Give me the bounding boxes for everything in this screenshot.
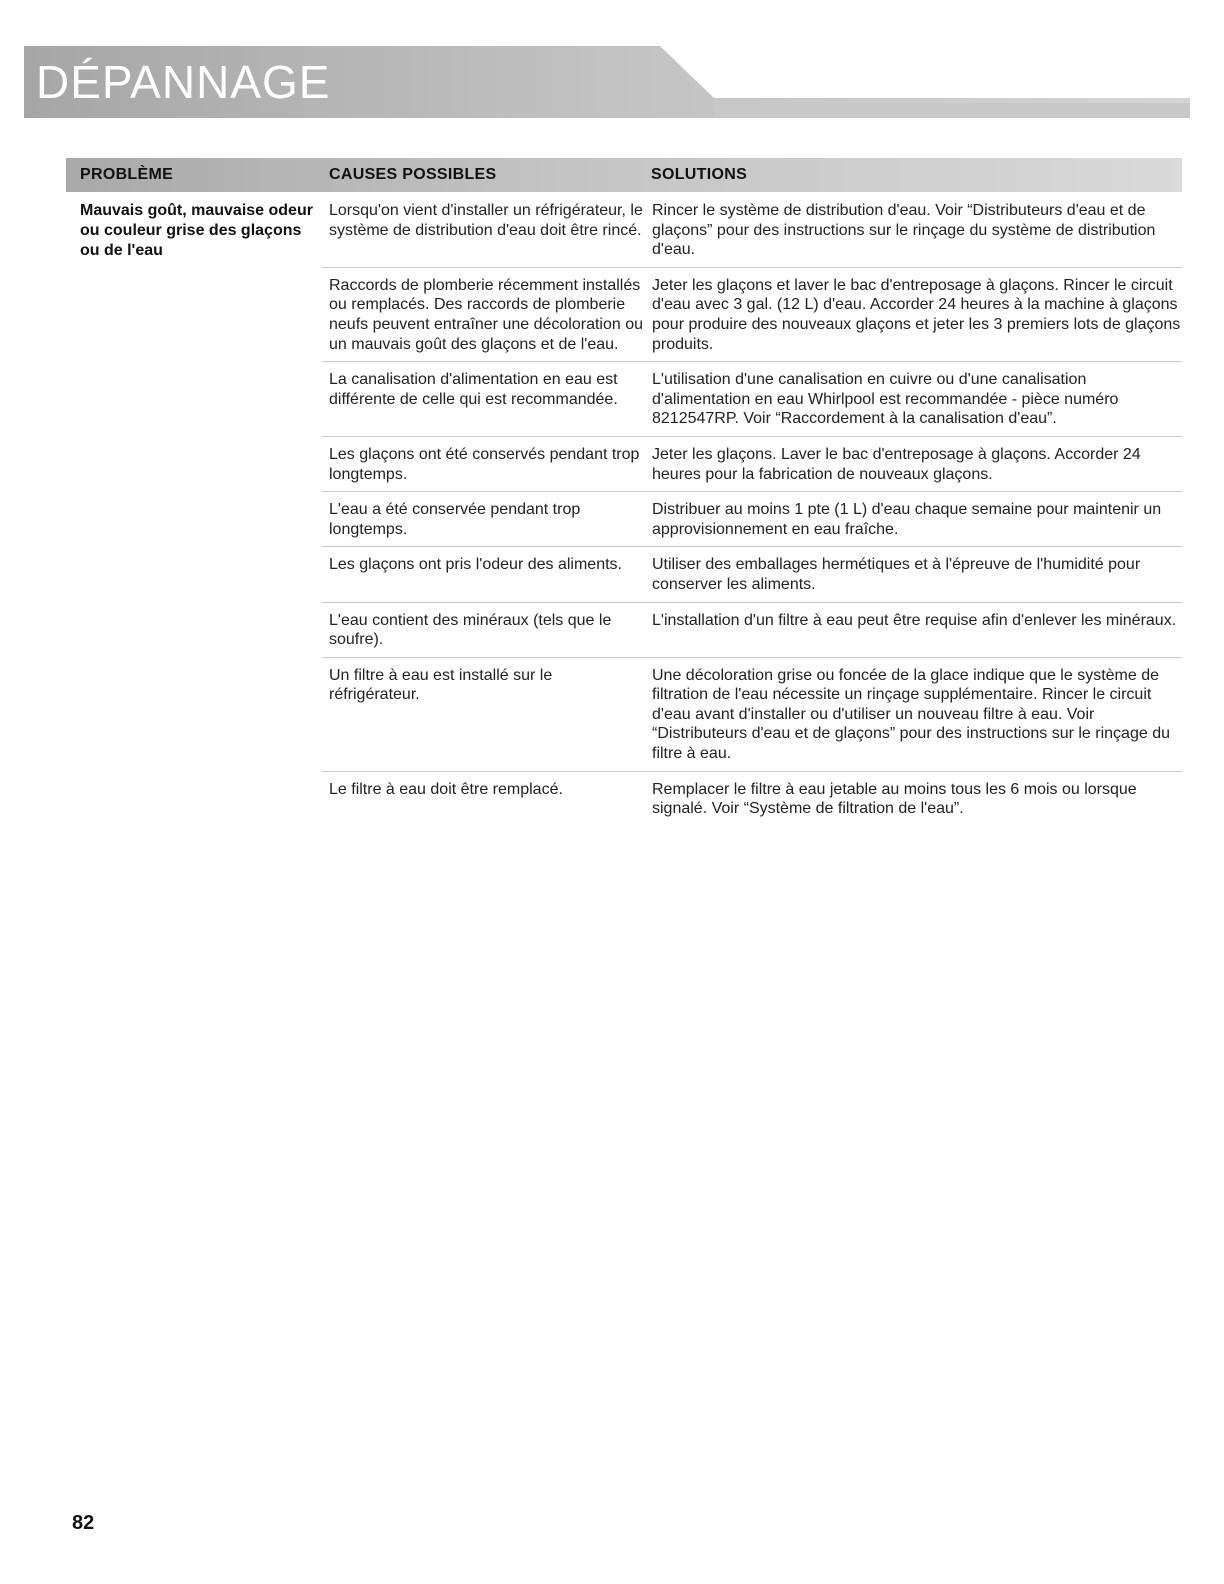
solution-cell: L'utilisation d'une canalisation en cuivre ou d'une canalisation d'alimentation en eau Whirlpool est recommandée - pièce numéro 8212547RP. Voir “Raccordement à la canalisation d'eau”. [652, 371, 1119, 428]
table-row [322, 555, 1182, 602]
table-row [322, 370, 1182, 437]
page-number: 82 [72, 1512, 95, 1534]
table-row [322, 500, 1182, 547]
cause-cell: L'eau contient des minéraux (tels que le soufre). [329, 611, 612, 649]
troubleshooting-table [322, 201, 1182, 834]
solution-cell: Jeter les glaçons. Laver le bac d'entreposage à glaçons. Accorder 24 heures pour la fabrication de nouveaux glaçons. [652, 445, 1141, 483]
solution-cell: Une décoloration grise ou foncée de la glace indique que le système de filtration de l'eau nécessite un rinçage supplémentaire. Rincer le circuit d'eau avant d'installer ou d'utiliser un nouveau filtre à eau. Voir “Distributeurs d'eau et de glaçons” pour des instructions sur le rinçage du filtre à eau. [652, 666, 1170, 763]
solution-cell: Distribuer au moins 1 pte (1 L) d'eau chaque semaine pour maintenir un approvisionnement en eau fraîche. [652, 501, 1162, 538]
cause-cell: Lorsqu'on vient d'installer un réfrigérateur, le système de distribution d'eau doit être rincé. [329, 202, 643, 239]
solution-cell: Remplacer le filtre à eau jetable au moins tous les 6 mois ou lorsque signalé. Voir “Système de filtration de l'eau”. [652, 780, 1137, 818]
table-row [322, 611, 1182, 658]
table-row [322, 666, 1182, 772]
cause-cell: Un filtre à eau est installé sur le réfrigérateur. [329, 666, 553, 704]
header-solutions: SOLUTIONS [651, 166, 748, 183]
banner-title: DÉPANNAGE [36, 56, 331, 108]
table-row [322, 780, 1182, 826]
problem-text: Mauvais goût, mauvaise odeur ou couleur grise des glaçons ou de l'eau [80, 202, 313, 259]
table-header-bar [66, 158, 1182, 192]
cause-cell: Les glaçons ont été conservés pendant trop longtemps. [329, 445, 640, 483]
cause-cell: La canalisation d'alimentation en eau est différente de celle qui est recommandée. [329, 371, 618, 408]
table-row [322, 201, 1182, 268]
cause-cell: Raccords de plomberie récemment installés ou remplacés. Des raccords de plomberie neufs peuvent entraîner une décoloration ou un mauvais goût des glaçons et de l'eau. [329, 276, 644, 353]
solution-cell: Utiliser des emballages hermétiques et à l'épreuve de l'humidité pour conserver les aliments. [652, 556, 1141, 593]
table-row [322, 445, 1182, 492]
header-causes: CAUSES POSSIBLES [329, 166, 497, 183]
cause-cell: Les glaçons ont pris l'odeur des aliments. [329, 556, 622, 574]
solution-cell: L'installation d'un filtre à eau peut être requise afin d'enlever les minéraux. [652, 611, 1177, 629]
section-banner [24, 46, 1190, 118]
cause-cell: L'eau a été conservée pendant trop longtemps. [329, 501, 581, 538]
solution-cell: Rincer le système de distribution d'eau. Voir “Distributeurs d'eau et de glaçons” pour des instructions sur le rinçage du système de distribution d'eau. [652, 202, 1156, 259]
cause-cell: Le filtre à eau doit être remplacé. [329, 780, 563, 798]
header-probleme: PROBLÈME [80, 166, 174, 183]
table-row [322, 276, 1182, 362]
solution-cell: Jeter les glaçons et laver le bac d'entreposage à glaçons. Rincer le circuit d'eau avec 3 gal. (12 L) d'eau. Accorder 24 heures à la machine à glaçons pour produire des nouveaux glaçons et jeter les 3 premiers lots de glaçons produits. [652, 276, 1181, 353]
